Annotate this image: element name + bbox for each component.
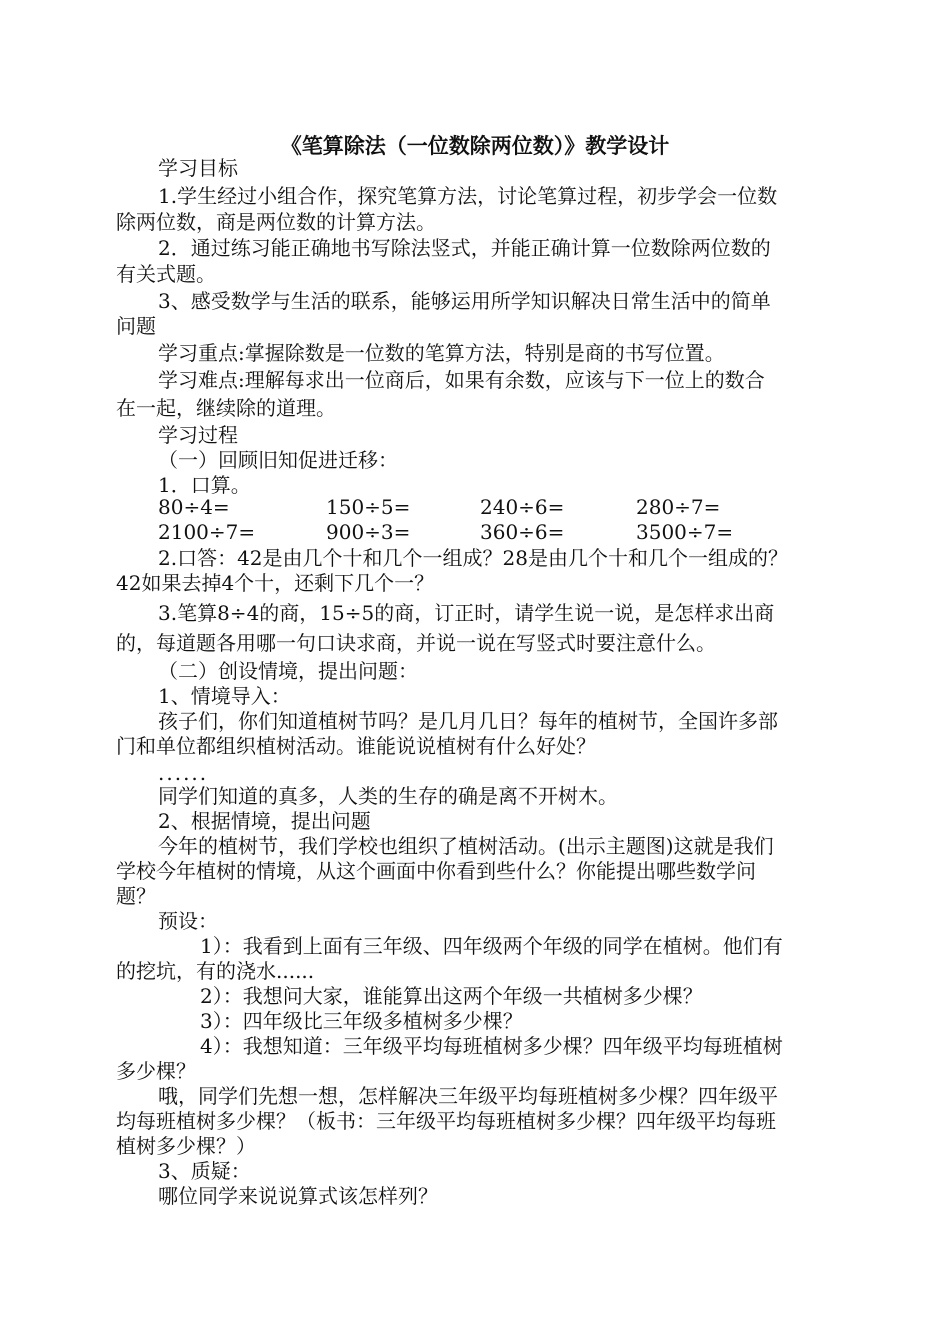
think-paragraph-line-1: 哦，同学们先想一想，怎样解决三年级平均每班植树多少棵？四年级平 <box>158 1084 778 1108</box>
calc-item: 150÷5= <box>326 495 411 519</box>
calc-item: 360÷6= <box>480 520 565 544</box>
tree-planting-line-3: 题？ <box>116 884 156 908</box>
propose-questions-label: 2、根据情境，提出问题 <box>158 809 371 833</box>
scenario-intro-label: 1、情境导入： <box>158 684 291 708</box>
calc-item: 80÷4= <box>158 495 230 519</box>
preset-4-line-1: 4）：我想知道：三年级平均每班植树多少棵？四年级平均每班植树 <box>200 1034 783 1058</box>
written-calc-line-2: 的，每道题各用哪一句口诀求商，并说一说在写竖式时要注意什么。 <box>116 631 716 655</box>
calc-item: 240÷6= <box>480 495 565 519</box>
preset-label: 预设： <box>158 909 218 933</box>
intro-paragraph-line-2: 门和单位都组织植树活动。谁能说说植树有什么好处？ <box>116 734 596 758</box>
question-line: 哪位同学来说说算式该怎样列？ <box>158 1184 438 1208</box>
intro-paragraph-line-1: 孩子们，你们知道植树节吗？是几月几日？每年的植树节，全国许多部 <box>158 709 778 733</box>
think-paragraph-line-3: 植树多少棵？） <box>116 1134 256 1158</box>
section-2-heading: （二）创设情境，提出问题： <box>158 659 418 683</box>
goal-2-line-1: 2．通过练习能正确地书写除法竖式，并能正确计算一位数除两位数的 <box>158 236 771 260</box>
calc-item: 280÷7= <box>636 495 721 519</box>
oral-answer-line-1: 2.口答：42是由几个十和几个一组成？28是由几个十和几个一组成的？ <box>158 546 788 570</box>
preset-1-line-1: 1）：我看到上面有三年级、四年级两个年级的同学在植树。他们有 <box>200 934 783 958</box>
oral-calc-label: 1．口算。 <box>158 473 251 497</box>
preset-4-line-2: 多少棵？ <box>116 1059 196 1083</box>
calc-item: 3500÷7= <box>636 520 734 544</box>
preset-3: 3）：四年级比三年级多植树多少棵？ <box>200 1009 523 1033</box>
question-label: 3、质疑： <box>158 1159 251 1183</box>
tree-planting-line-2: 学校今年植树的情境，从这个画面中你看到些什么？你能提出哪些数学问 <box>116 859 756 883</box>
preset-1-line-2: 的挖坑，有的浇水...... <box>116 959 315 983</box>
calc-item: 2100÷7= <box>158 520 256 544</box>
key-point: 学习重点:掌握除数是一位数的笔算方法，特别是商的书写位置。 <box>158 341 725 365</box>
heading-learning-goals: 学习目标 <box>158 156 238 180</box>
goal-3-line-1: 3、感受数学与生活的联系，能够运用所学知识解决日常生活中的简单 <box>158 289 771 313</box>
oral-answer-line-2: 42如果去掉4个十，还剩下几个一？ <box>116 571 435 595</box>
goal-1-line-1: 1.学生经过小组合作，探究笔算方法，讨论笔算过程，初步学会一位数 <box>158 184 778 208</box>
written-calc-line-1: 3.笔算8÷4的商，15÷5的商，订正时，请学生说一说，是怎样求出商 <box>158 601 775 625</box>
preset-2: 2）：我想问大家，谁能算出这两个年级一共植树多少棵？ <box>200 984 703 1008</box>
goal-2-line-2: 有关式题。 <box>116 262 216 286</box>
document-title: 《笔算除法（一位数除两位数）》教学设计 <box>280 134 670 158</box>
think-paragraph-line-2: 均每班植树多少棵？（板书：三年级平均每班植树多少棵？四年级平均每班 <box>116 1109 776 1133</box>
difficulty-line-2: 在一起，继续除的道理。 <box>116 396 336 420</box>
students-know-line: 同学们知道的真多，人类的生存的确是离不开树木。 <box>158 784 618 808</box>
goal-3-line-2: 问题 <box>116 314 156 338</box>
calc-item: 900÷3= <box>326 520 411 544</box>
section-1-heading: （一）回顾旧知促进迁移： <box>158 448 398 472</box>
ellipsis: ...... <box>158 761 209 785</box>
goal-1-line-2: 除两位数，商是两位数的计算方法。 <box>116 210 436 234</box>
difficulty-line-1: 学习难点:理解每求出一位商后，如果有余数，应该与下一位上的数合 <box>158 368 765 392</box>
tree-planting-line-1: 今年的植树节，我们学校也组织了植树活动。(出示主题图)这就是我们 <box>158 834 774 858</box>
heading-learning-process: 学习过程 <box>158 423 238 447</box>
